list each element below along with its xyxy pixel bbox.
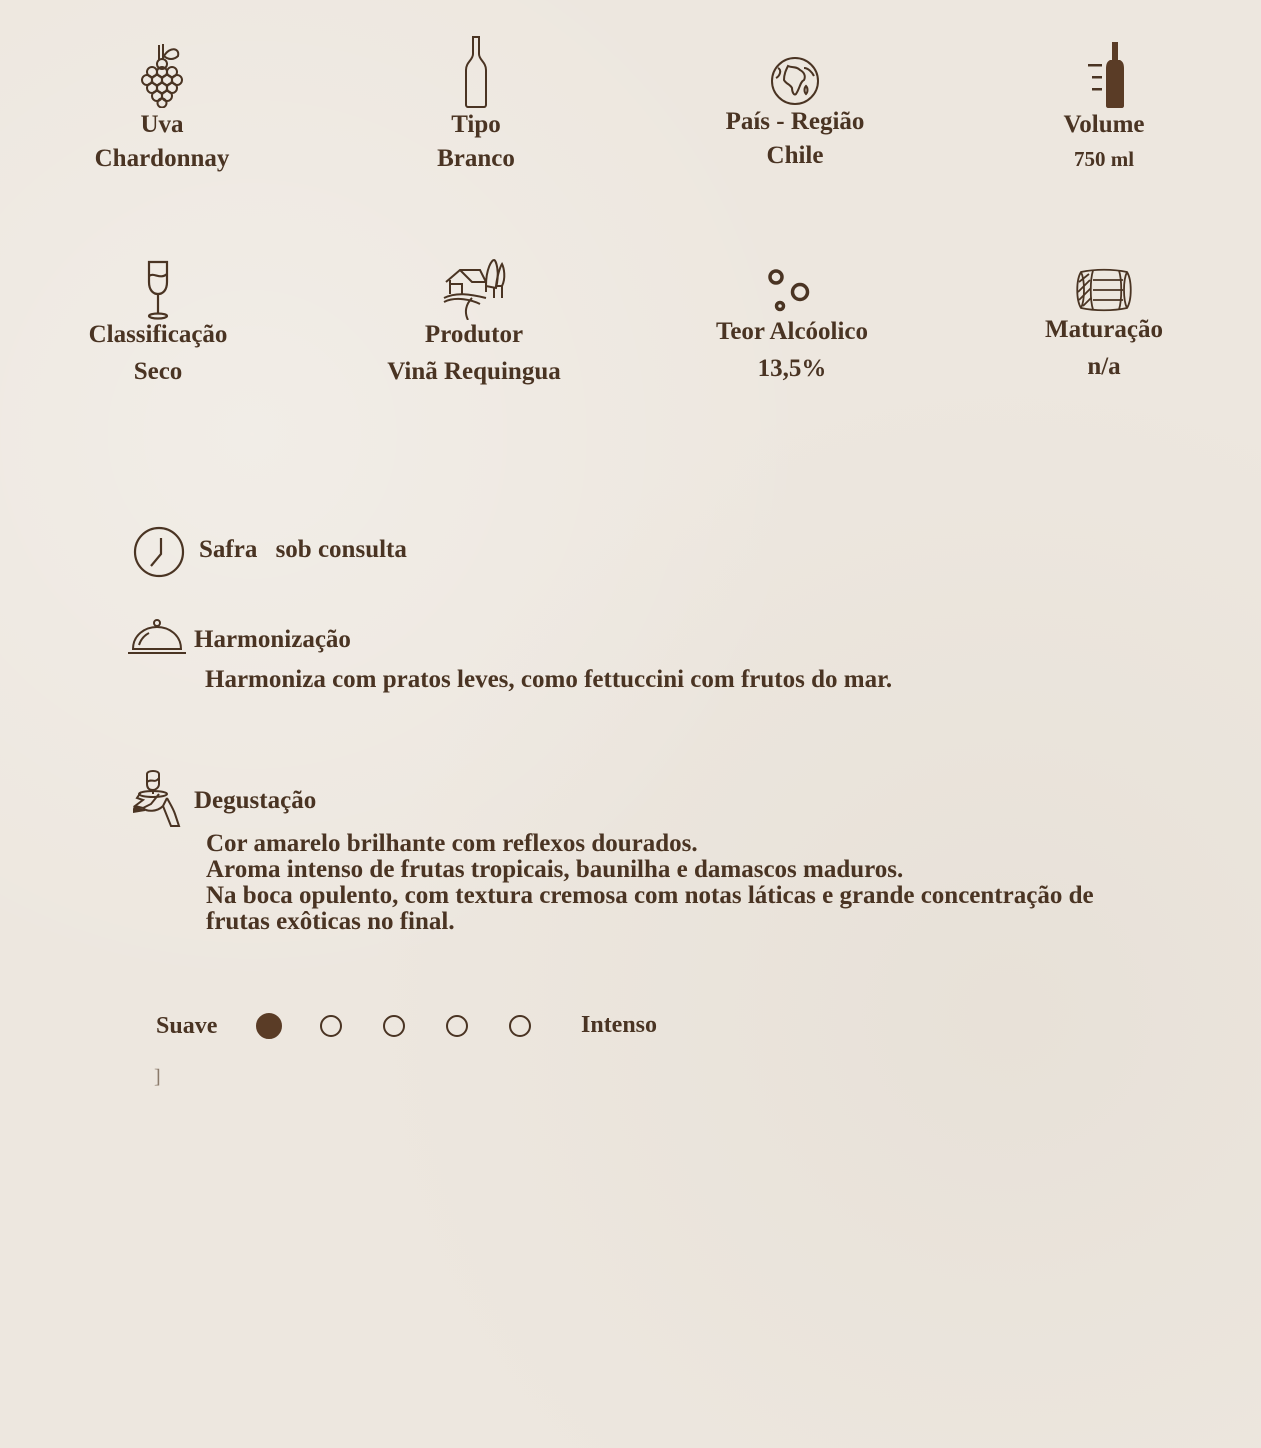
degustacao-text [206, 831, 1094, 935]
attribute-pais-regiao [690, 56, 900, 171]
bottle-volume-icon [1086, 42, 1130, 108]
harmonizacao-title: Harmonização [194, 626, 351, 653]
attribute-classificacao [58, 260, 258, 387]
attribute-value: Chardonnay [94, 145, 230, 172]
intensity-dot-4 [446, 1015, 468, 1037]
tasting-hand-icon [133, 768, 183, 834]
attribute-uva [62, 42, 262, 174]
attribute-value: 13,5% [757, 355, 827, 382]
grapes-icon [140, 42, 184, 108]
attribute-value: Chile [766, 142, 824, 169]
degustacao-line: Aroma intenso de frutas tropicais, baunilha e damascos maduros. [206, 856, 904, 883]
intensity-min-label: Suave [156, 1013, 218, 1039]
intensity-max-label: Intenso [581, 1012, 658, 1038]
attribute-value: Seco [133, 358, 183, 385]
cloche-icon [127, 619, 187, 657]
winery-icon [442, 258, 506, 320]
safra-value: sob consulta [275, 536, 407, 563]
attribute-tipo [376, 36, 576, 174]
attribute-produtor [374, 258, 574, 387]
attribute-label: Produtor [424, 321, 524, 348]
stray-mark: ] [154, 1066, 161, 1088]
intensity-dot-5 [509, 1015, 531, 1037]
attribute-label: Tipo [451, 111, 501, 138]
degustacao-line: Cor amarelo brilhante com reflexos dourados. [206, 830, 698, 857]
clock-icon [133, 526, 185, 578]
safra-label: Safra [199, 536, 258, 563]
degustacao-line: frutas exôticas no final. [206, 908, 455, 935]
attribute-value: n/a [1087, 353, 1121, 380]
attribute-maturacao [1004, 268, 1204, 382]
attribute-label: País - Região [725, 108, 865, 135]
harmonizacao-text: Harmoniza com pratos leves, como fettuccini com frutos do mar. [205, 666, 893, 693]
intensity-dot-1 [256, 1013, 282, 1039]
attribute-value: Vinã Requingua [387, 358, 561, 385]
attribute-value: 750 ml [1073, 147, 1135, 171]
attribute-volume [1004, 42, 1204, 174]
barrel-icon [1075, 268, 1133, 312]
intensity-dot-2 [320, 1015, 342, 1037]
attribute-label: Volume [1063, 111, 1145, 138]
bubbles-icon [766, 268, 816, 314]
attribute-label: Maturação [1044, 316, 1164, 343]
attribute-label: Classificação [88, 321, 228, 348]
degustacao-line: Na boca opulento, com textura cremosa com notas láticas e grande concentração de [206, 882, 1094, 909]
attribute-teor-alcoolico [692, 268, 892, 384]
wine-glass-icon [144, 260, 172, 320]
bottle-outline-icon [463, 36, 489, 108]
intensity-dot-3 [383, 1015, 405, 1037]
attribute-label: Uva [140, 111, 184, 138]
attribute-value: Branco [437, 145, 515, 172]
safra-row [199, 536, 407, 564]
attribute-label: Teor Alcóolico [715, 318, 869, 345]
degustacao-title: Degustação [194, 787, 317, 814]
globe-icon [770, 56, 820, 106]
